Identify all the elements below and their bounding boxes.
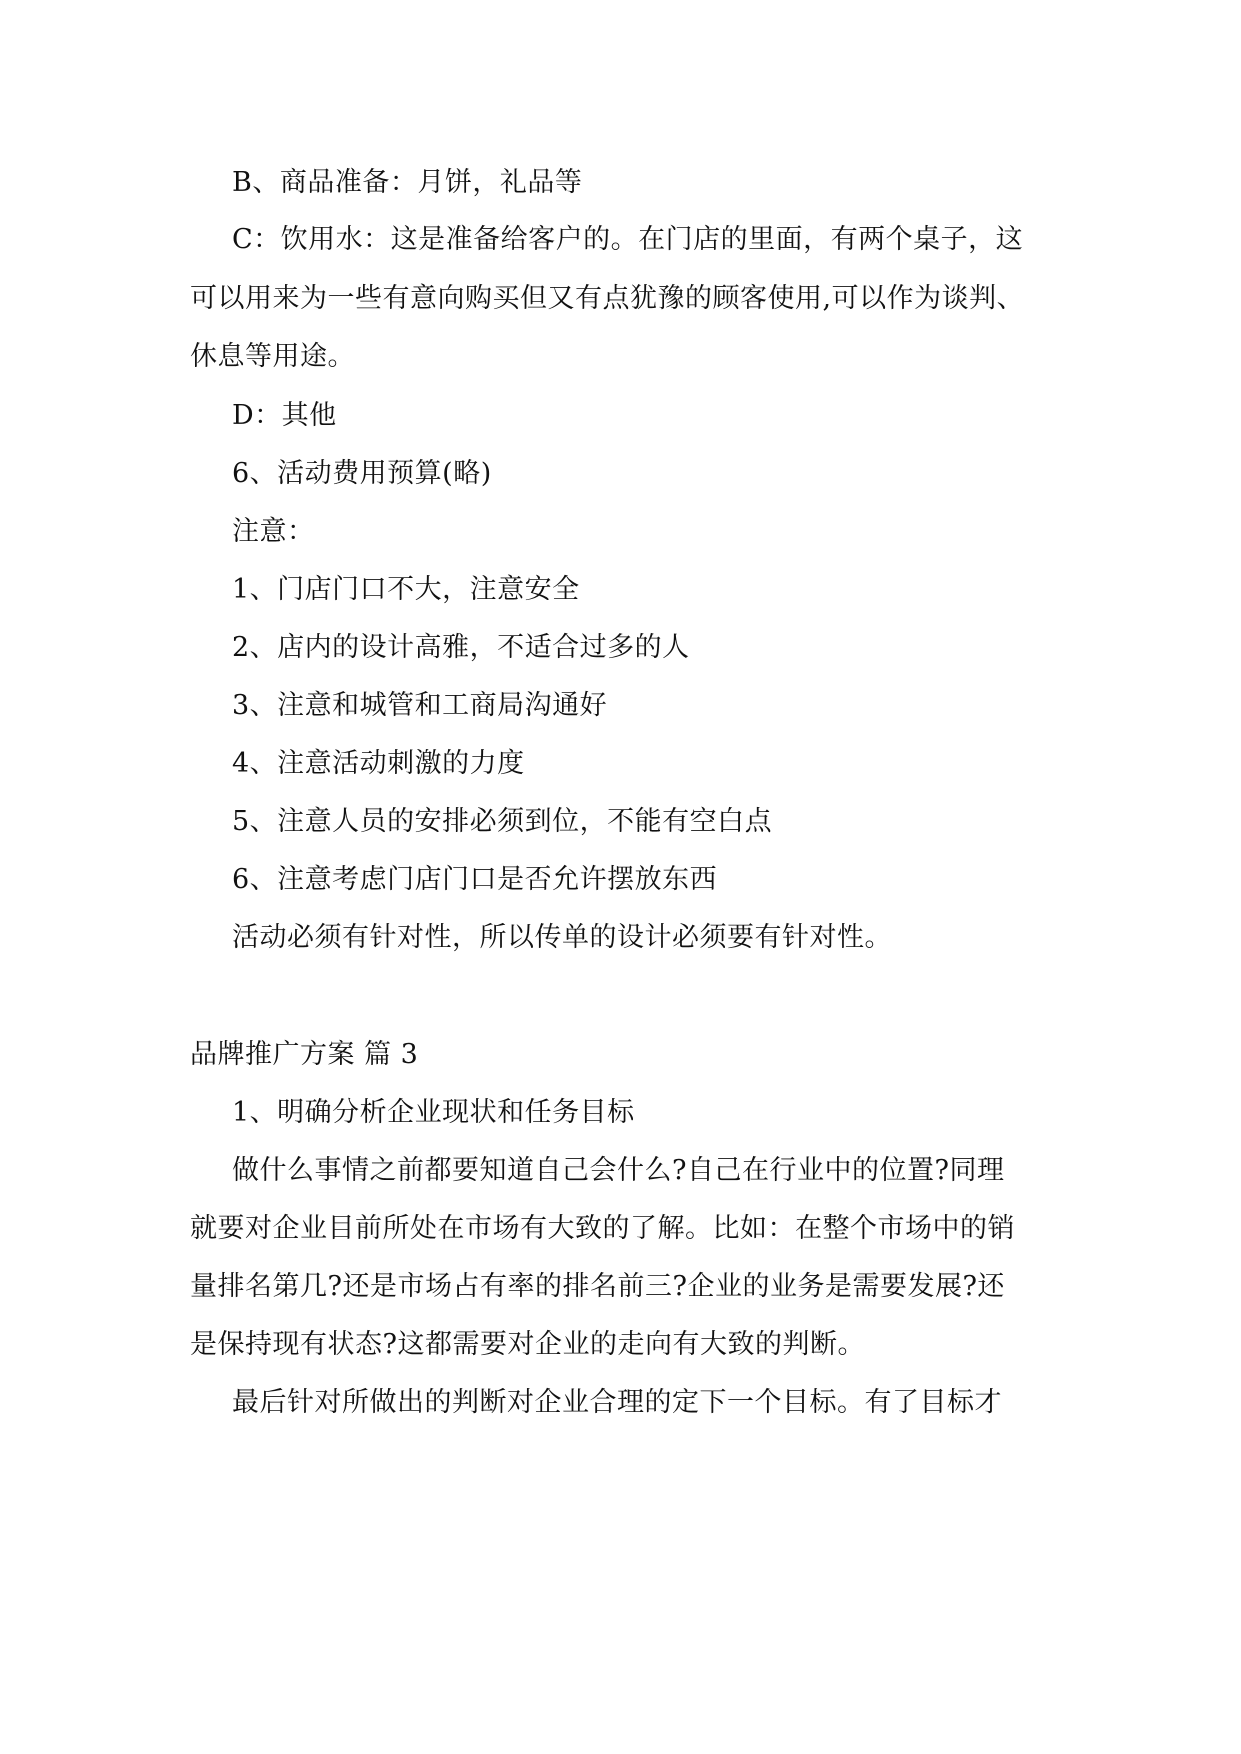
- section-subheading: 1、明确分析企业现状和任务目标: [232, 1097, 635, 1128]
- closing-line: 活动必须有针对性，所以传单的设计必须要有针对性。: [232, 922, 892, 953]
- paragraph1-line-1: 做什么事情之前都要知道自己会什么?自己在行业中的位置?同理: [232, 1155, 1005, 1186]
- note-item: 6、注意考虑门店门口是否允许摆放东西: [232, 864, 718, 895]
- section-heading: 品牌推广方案 篇 3: [190, 1039, 419, 1070]
- note-item: 2、店内的设计高雅，不适合过多的人: [232, 632, 690, 663]
- note-item: 1、门店门口不大，注意安全: [232, 574, 580, 605]
- paragraph1-line-4: 是保持现有状态?这都需要对企业的走向有大致的判断。: [190, 1329, 865, 1360]
- note-item: 4、注意活动刺激的力度: [232, 748, 525, 779]
- item-c-line-1: C：饮用水：这是准备给客户的。在门店的里面，有两个桌子，这: [232, 224, 1024, 255]
- item-c-line-3: 休息等用途。: [190, 341, 355, 372]
- paragraph1-line-3: 量排名第几?还是市场占有率的排名前三?企业的业务是需要发展?还: [190, 1271, 1005, 1302]
- item-c-line-2: 可以用来为一些有意向购买但又有点犹豫的顾客使用,可以作为谈判、: [190, 283, 1025, 314]
- note-item: 3、注意和城管和工商局沟通好: [232, 690, 608, 721]
- notes-title: 注意：: [232, 516, 315, 547]
- item-b-line: B、商品准备：月饼，礼品等: [232, 167, 583, 198]
- item-d-line: D：其他: [232, 400, 337, 431]
- paragraph2-line-1: 最后针对所做出的判断对企业合理的定下一个目标。有了目标才: [232, 1387, 1002, 1418]
- note-item: 5、注意人员的安排必须到位，不能有空白点: [232, 806, 773, 837]
- paragraph1-line-2: 就要对企业目前所处在市场有大致的了解。比如：在整个市场中的销: [190, 1213, 1015, 1244]
- budget-line: 6、活动费用预算(略): [232, 458, 492, 489]
